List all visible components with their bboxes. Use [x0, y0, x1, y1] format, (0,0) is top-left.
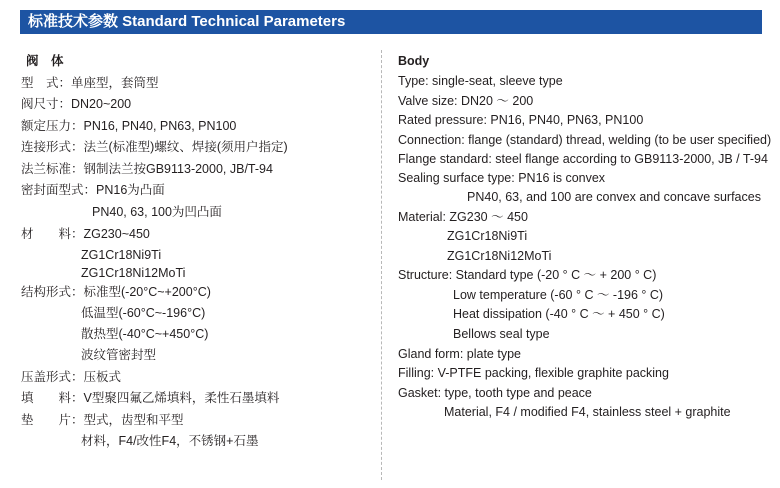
left-line: 法兰标准：钢制法兰按GB9113-2000, JB/T-94 [21, 162, 273, 176]
left-line: 材 料：ZG230~450 [21, 227, 150, 241]
right-line: Material, F4 / modified F4, stainless steel + graphite [444, 405, 731, 419]
left-line: 垫 片：型式，齿型和平型 [21, 413, 184, 427]
left-line: ZG1Cr18Ni12MoTi [81, 266, 186, 280]
right-line: Flange standard: steel flange according to GB9113-2000, JB / T-94 [398, 152, 768, 166]
column-divider [381, 50, 382, 480]
left-line: 散热型(-40°C~+450°C) [81, 327, 209, 341]
left-line: ZG1Cr18Ni9Ti [81, 248, 162, 262]
left-line: 密封面型式：PN16为凸面 [21, 183, 165, 197]
left-line: 额定压力：PN16, PN40, PN63, PN100 [21, 119, 237, 133]
right-line: Filling: V-PTFE packing, flexible graphite packing [398, 366, 669, 380]
right-line: Connection: flange (standard) thread, welding (to be user specified) [398, 133, 772, 147]
left-line: 型 式：单座型，套筒型 [21, 76, 159, 90]
right-line: Valve size: DN20 ～ 200 [398, 94, 534, 108]
right-line: Material: ZG230 ～ 450 [398, 210, 528, 224]
right-line: PN40, 63, and 100 are convex and concave surfaces [467, 190, 761, 204]
left-line: 填 料：V型聚四氟乙烯填料，柔性石墨填料 [21, 391, 280, 405]
right-line: Bellows seal type [453, 327, 550, 341]
right-line: Gasket: type, tooth type and peace [398, 386, 592, 400]
right-line: ZG1Cr18Ni9Ti [447, 229, 528, 243]
left-line: 材料，F4/改性F4，不锈钢+石墨 [81, 434, 259, 448]
left-heading: 阀 体 [26, 54, 64, 68]
right-line: Heat dissipation (-40 ° C ～ + 450 ° C) [453, 307, 665, 321]
left-line: 结构形式：标准型(-20°C~+200°C) [21, 285, 211, 299]
left-line: PN40, 63, 100为凹凸面 [92, 205, 222, 219]
right-line: Sealing surface type: PN16 is convex [398, 171, 606, 185]
right-line: Type: single-seat, sleeve type [398, 74, 563, 88]
right-heading: Body [398, 54, 430, 68]
right-line: Structure: Standard type (-20 ° C ～ + 200 ° C) [398, 268, 657, 282]
right-line: Rated pressure: PN16, PN40, PN63, PN100 [398, 113, 644, 127]
left-line: 连接形式：法兰(标准型)螺纹、焊接(须用户指定) [21, 140, 288, 154]
left-line: 低温型(-60°C~-196°C) [81, 306, 206, 320]
left-line: 压盖形式：压板式 [21, 370, 122, 384]
left-line: 波纹管密封型 [81, 348, 157, 362]
left-line: 阀尺寸：DN20~200 [21, 97, 132, 111]
section-header: 标准技术参数 Standard Technical Parameters [20, 10, 762, 34]
right-line: ZG1Cr18Ni12MoTi [447, 249, 552, 263]
right-line: Low temperature (-60 ° C ～ -196 ° C) [453, 288, 664, 302]
right-line: Gland form: plate type [398, 347, 521, 361]
